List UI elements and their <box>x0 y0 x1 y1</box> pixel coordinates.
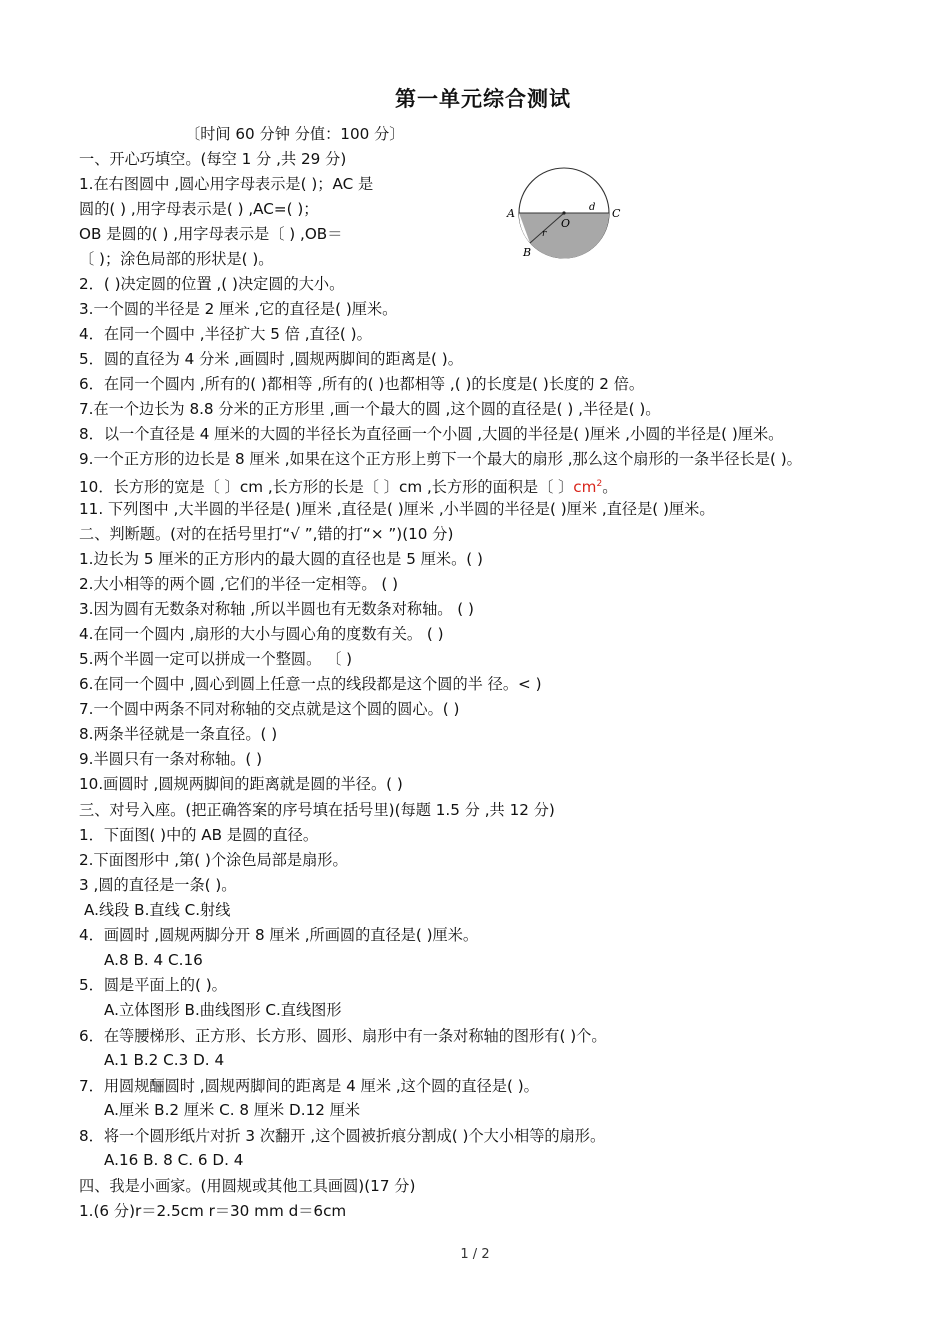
s1-q1-line1: 1.在右图圆中 ,圆心用字母表示是( )；AC 是 <box>79 175 374 193</box>
s1-q11: 11. 下列图中 ,大半圆的半径是( )厘米 ,直径是( )厘米 ,小半圆的半径是( )厘米 ,直径是( )厘米。 <box>79 500 715 518</box>
section2-heading: 二、判断题。(对的在括号里打“√ ”,错的打“× ”)(10 分) <box>79 525 454 543</box>
figure-label-c: C <box>612 207 621 220</box>
section3-heading: 三、对号入座。(把正确答案的序号填在括号里)(每题 1.5 分 ,共 12 分) <box>79 801 555 819</box>
s2-item-8: 8.两条半径就是一条直径。( ) <box>79 725 278 743</box>
s3-q5-options: A.立体图形 B.曲线图形 C.直线图形 <box>104 1001 342 1019</box>
s1-q10-text: 10．长方形的宽是〔 〕cm ,长方形的长是〔 〕cm ,长方形的面积是〔 〕 <box>79 478 574 497</box>
figure-label-b: B <box>523 246 532 259</box>
s1-q1-line4: 〔 )；涂色局部的形状是( )。 <box>79 250 274 268</box>
s1-q10 <box>79 474 617 497</box>
s3-q6-options: A.1 B.2 C.3 D. 4 <box>104 1051 225 1069</box>
s3-q3-options: A.线段 B.直线 C.射线 <box>84 901 231 919</box>
s3-q3: 3 ,圆的直径是一条( )。 <box>79 876 237 894</box>
s1-q5: 5．圆的直径为 4 分米 ,画圆时 ,圆规两脚间的距离是( )。 <box>79 350 463 368</box>
s1-q10-unit: $cm^2$ <box>573 478 603 497</box>
figure-label-r: r <box>542 229 547 239</box>
s2-item-5: 5.两个半圆一定可以拼成一个整圆。 〔 ) <box>79 650 353 668</box>
s1-q6: 6．在同一个圆内 ,所有的( )都相等 ,所有的( )也都相等 ,( )的长度是( )长度的 2 倍。 <box>79 375 645 393</box>
s2-item-3: 3.因为圆有无数条对称轴 ,所以半圆也有无数条对称轴。 ( ) <box>79 600 474 618</box>
s3-q7-options: A.厘米 B.2 厘米 C. 8 厘米 D.12 厘米 <box>104 1101 361 1119</box>
section4-heading: 四、我是小画家。(用圆规或其他工具画圆)(17 分) <box>79 1177 416 1195</box>
s2-item-1: 1.边长为 5 厘米的正方形内的最大圆的直径也是 5 厘米。( ) <box>79 550 483 568</box>
s1-q1-line2: 圆的( ) ,用字母表示是( ) ,AC=( )； <box>79 200 319 218</box>
figure-label-d: d <box>589 202 596 213</box>
s2-item-2: 2.大小相等的两个圆 ,它们的半径一定相等。 ( ) <box>79 575 399 593</box>
s2-item-9: 9.半圆只有一条对称轴。( ) <box>79 750 263 768</box>
s2-item-7: 7.一个圆中两条不同对称轴的交点就是这个圆的圆心。( ) <box>79 700 460 718</box>
s4-q1: 1.(6 分)r＝2.5cm r＝30 mm d＝6cm <box>79 1202 347 1220</box>
s3-q4: 4．画圆时 ,圆规两脚分开 8 厘米 ,所画圆的直径是( )厘米。 <box>79 926 479 944</box>
s1-q9: 9.一个正方形的边长是 8 厘米 ,如果在这个正方形上剪下一个最大的扇形 ,那么这个扇形的一条半径长是( )。 <box>79 450 802 468</box>
s1-q2: 2．( )决定圆的位置 ,( )决定圆的大小。 <box>79 275 345 293</box>
page-title: 第一单元综合测试 <box>395 87 571 111</box>
s3-q8: 8．将一个圆形纸片对折 3 次翻开 ,这个圆被折痕分割成( )个大小相等的扇形。 <box>79 1127 606 1145</box>
s1-q8: 8．以一个直径是 4 厘米的大圆的半径长为直径画一个小圆 ,大圆的半径是( )厘米 ,小圆的半径是( )厘米。 <box>79 425 784 443</box>
s1-q4: 4．在同一个圆中 ,半径扩大 5 倍 ,直径( )。 <box>79 325 372 343</box>
s2-item-6: 6.在同一个圆中 ,圆心到圆上任意一点的线段都是这个圆的半 径。< ) <box>79 675 542 693</box>
time-score-info: 〔时间 60 分钟 分值：100 分〕 <box>185 125 405 143</box>
s2-item-10: 10.画圆时 ,圆规两脚间的距离就是圆的半径。( ) <box>79 775 403 793</box>
figure-label-o: O <box>561 217 571 230</box>
s3-q1: 1．下面图( )中的 AB 是圆的直径。 <box>79 826 319 844</box>
s1-q7: 7.在一个边长为 8.8 分米的正方形里 ,画一个最大的圆 ,这个圆的直径是( ) ,半径是( )。 <box>79 400 661 418</box>
figure-label-a: A <box>507 207 515 220</box>
s3-q2: 2.下面图形中 ,第( )个涂色局部是扇形。 <box>79 851 348 869</box>
s1-q3: 3.一个圆的半径是 2 厘米 ,它的直径是( )厘米。 <box>79 300 398 318</box>
s3-q4-options: A.8 B. 4 C.16 <box>104 951 203 969</box>
s3-q6: 6．在等腰梯形、正方形、长方形、圆形、扇形中有一条对称轴的图形有( )个。 <box>79 1027 607 1045</box>
page-number: 1 / 2 <box>460 1247 490 1262</box>
s3-q8-options: A.16 B. 8 C. 6 D. 4 <box>104 1151 244 1169</box>
section1-heading: 一、开心巧填空。(每空 1 分 ,共 29 分) <box>79 150 347 168</box>
s1-q1-line3: OB 是圆的( ) ,用字母表示是〔 ) ,OB＝ <box>79 225 343 243</box>
circle-figure <box>503 163 625 263</box>
s3-q7: 7．用圆规酾圆时 ,圆规两脚间的距离是 4 厘米 ,这个圆的直径是( )。 <box>79 1077 539 1095</box>
s1-q10-end: 。 <box>602 478 618 497</box>
s2-item-4: 4.在同一个圆内 ,扇形的大小与圆心角的度数有关。 ( ) <box>79 625 444 643</box>
s3-q5: 5．圆是平面上的( )。 <box>79 976 227 994</box>
